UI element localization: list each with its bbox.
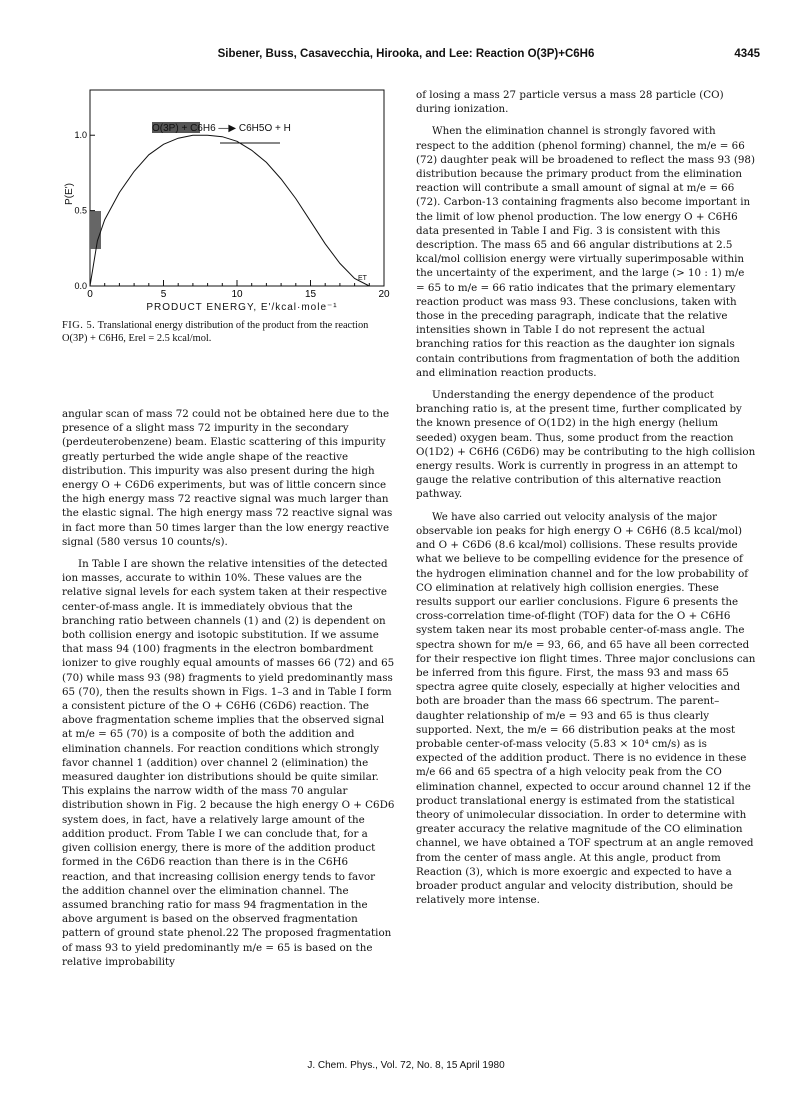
caption-text: Translational energy distribution of the product from the reaction O(3P) + C6H6, Erel = 2.5 kcal/mol. [62,320,369,344]
inset-label: O(3P) + C6H6 —▶ C6H5O + H [152,123,291,134]
x-tick-label: 5 [160,289,167,300]
pe-curve [90,135,369,286]
paragraph: of losing a mass 27 particle versus a mass 28 particle (CO) during ionization. [416,89,724,116]
figure-5 [52,84,397,316]
running-header [0,48,812,68]
plot-frame [90,90,384,286]
x-tick-label: 15 [304,289,317,300]
y-axis-label: P(E') [64,183,75,205]
running-title: Sibener, Buss, Casavecchia, Hirooka, and Lee: Reaction O(3P)+C6H6 [217,48,595,60]
shaded-region [90,211,101,249]
paragraph: In Table I are shown the relative intensities of the detected ion masses, accurate to within 10%. These values are the relative signal levels for each system taken at their respective center-of-mass angle. It is immediately obvious that the branching ratio between channels (1) and (2) is dependent on both collision energy and isotopic substitution. If we assume that mass 94 (100) fragments in the electron bombardment ionizer to give roughly equal amounts of masses 66 (72) and 65 (70) while mass 93 (98) fragments to yield predominantly mass 65 (70), then the results shown in Figs. 1–3 and in Table I form a consistent picture of the O + C6H6 (C6D6) reaction. The above fragmentation scheme implies that the observed signal at m/e = 65 (70) is a composite of both the addition and elimination channels. For reaction conditions which strongly favor channel 1 (addition) over channel 2 (elimination) the measured daughter ion distributions should be quite similar. This explains the narrow width of the mass 70 angular distribution shown in Fig. 2 because the high energy O + C6D6 system does, in fact, have a relatively large amount of the addition product. From Table I we can conclude that, for a given collision energy, there is more of the addition product formed in the C6D6 reaction than there is in the C6H6 reaction, and that increasing collision energy tends to favor the addition channel over the elimination channel. The assumed branching ratio for mass 94 fragmentation in the above argument is based on the observed fragmentation pattern of ground state phenol.22 The proposed fragmentation of mass 93 to yield predominantly m/e = 65 is based on the relative improbability [62,558,395,968]
x-tick-label: 20 [378,289,390,300]
y-tick-label: 0.0 [74,281,87,291]
et-marker-label: ET [358,275,367,282]
right-column [416,88,756,915]
x-tick-label: 10 [231,289,243,300]
page-number: 4345 [734,48,760,60]
caption-label: FIG. 5. [62,320,96,331]
paragraph: Understanding the energy dependence of the product branching ratio is, at the present time, further complicated by the known presence of O(1D2) in the high energy (helium seeded) oxygen beam. Thus, some product from the reaction O(1D2) + C6H6 (C6D6) may be contributing to the high collision energy results. Work is currently in progress in an attempt to gauge the relative contribution of this alternative reaction pathway. [416,389,756,501]
left-column [62,407,395,977]
figure-caption [62,320,394,345]
x-axis-label: PRODUCT ENERGY, E'/kcal·mole⁻¹ [146,302,338,313]
x-tick-label: 0 [87,289,93,300]
pe-chart [52,84,397,316]
y-tick-label: 1.0 [74,130,87,141]
y-ticks [74,130,95,291]
paragraph: angular scan of mass 72 could not be obtained here due to the presence of a slight mass 72 impurity in the secondary (perdeuterobenzene) beam. Elastic scattering of this impurity greatly perturbed the wide angle shape of the reactive distribution. This impurity was also present during the high energy O + C6D6 experiments, but was of little concern since the high energy mass 72 reactive signal was much larger than the elastic signal. The high energy mass 72 reactive signal was in fact more than 50 times larger than the low energy reactive signal (580 versus 10 counts/s). [62,408,393,548]
paragraph: We have also carried out velocity analysis of the major observable ion peaks for high energy O + C6H6 (8.5 kcal/mol) and O + C6D6 (8.6 kcal/mol) collisions. These results provide what we believe to be compelling evidence for the presence of the hydrogen elimination channel and for the low probability of CO elimination at relatively high collision energies. These results support our earlier conclusions. Figure 6 presents the cross-correlation time-of-flight (TOF) data for the O + C6H6 system taken near its most probable center-of-mass angle. The spectra shown for m/e = 93, 66, and 65 have all been corrected for their respective ion flight times. Three major conclusions can be inferred from this figure. First, the mass 93 and mass 65 spectra agree quite closely, especially at higher velocities and both are broader than the mass 66 spectrum. The parent–daughter relationship of m/e = 93 and 65 is thus clearly supported. Next, the m/e = 66 distribution peaks at the most probable center-of-mass velocity (5.83 × 10⁴ cm/s) as is expected of the addition product. There is no evidence in these m/e 66 and 65 spectra of a high velocity peak from the CO elimination channel, expected to occur around channel 12 if the product translational energy is estimated from the statistical theory of unimolecular dissociation. In order to determine with greater accuracy the relative magnitude of the CO elimination channel, we have obtained a TOF spectrum at an angle removed from the center of mass angle. At this angle, product from Reaction (3), which is more exoergic and expected to have a broader product angular and velocity distribution, should be relatively more intense. [416,510,756,907]
x-ticks [87,280,390,300]
paragraph: When the elimination channel is strongly favored with respect to the addition (phenol forming) channel, the m/e = 66 (72) daughter peak will be broadened to reflect the mass 93 (98) distribution because the primary product from the elimination reaction will contribute a small amount of signal at m/e = 66 (72). Carbon-13 containing fragments also become important in the limit of low phenol production. The low energy O + C6H6 data presented in Table I and Fig. 3 is consistent with this description. The mass 65 and 66 angular distributions at 2.5 kcal/mol collision energy were virtually superimposable within the uncertainty of the experiment, and the large (> 10 : 1) m/e = 65 to m/e = 66 ratio indicates that the primary elementary reaction product was mass 93. These conclusions, taken with those in the preceding paragraph, indicate that the relative intensities shown in Table I do not represent the actual branching ratios for this reaction as the daughter ion signals contain contributions from fragmentation of both the addition and elimination reaction products. [416,125,755,379]
y-tick-label: 0.5 [74,205,87,216]
journal-footer: J. Chem. Phys., Vol. 72, No. 8, 15 April 1980 [307,1060,505,1071]
